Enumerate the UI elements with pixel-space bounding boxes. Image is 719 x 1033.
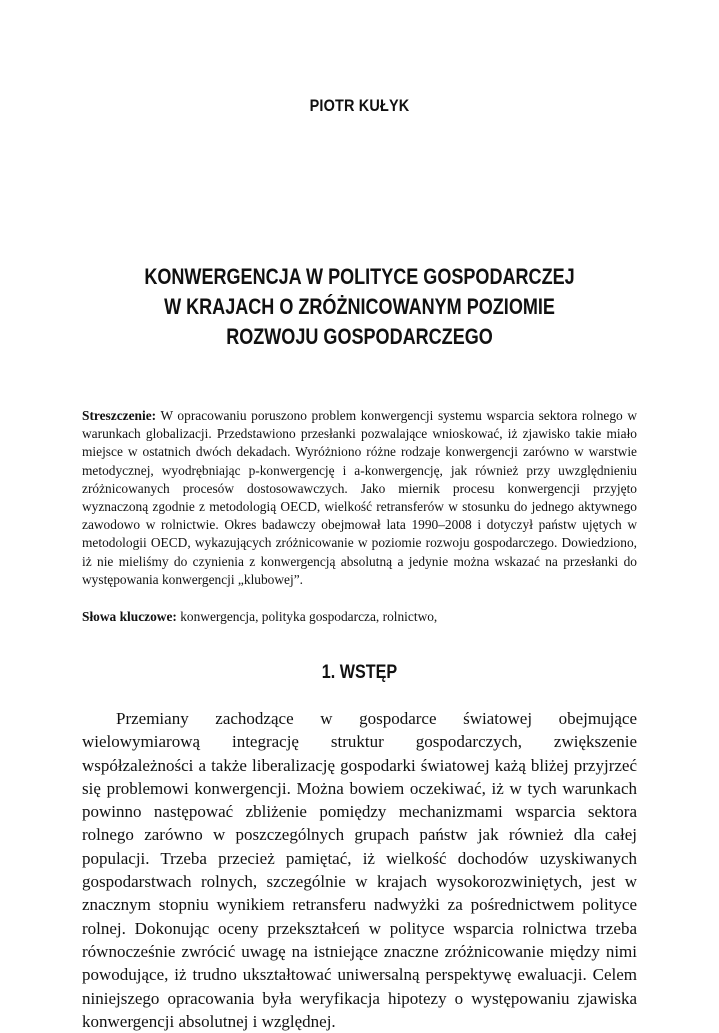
title-line-3: ROZWOJU GOSPODARCZEGO bbox=[226, 324, 493, 349]
body-paragraph: Przemiany zachodzące w gospodarce światowej obejmujące wielowymiarową integrację struktur gospodarczych, zwiększenie współzależności a także liberalizację gospodarki światowej każą bliżej przyjrzeć się problemowi konwergencji. Można bowiem oczekiwać, iż w tych warunkach powinno następować zbliżenie pomiędzy mechanizmami wsparcia sektora rolnego zarówno w poszczególnych grupach państw jak również dla całej populacji. Trzeba przecież pamiętać, iż wielkość dochodów uzyskiwanych gospodarstwach rolnych, szczególnie w krajach wysokorozwiniętych, jest w znacznym stopniu wynikiem retransferu nadwyżki za pośrednictwem polityce rolnej. Dokonując oceny przekształceń w polityce wsparcia rolnictwa trzeba równocześnie zwrócić uwagę na istniejące znaczne zróżnicowanie między nimi powodujące, iż trudno ukształtować uniwersalną perspektywę ewaluacji. Celem niniejszego opracowania była weryfikacja hipotezy o występowaniu zjawiska konwergencji absolutnej i względnej. bbox=[82, 709, 637, 1031]
keywords-label: Słowa kluczowe: bbox=[82, 609, 177, 624]
title-line-1: KONWERGENCJA W POLITYCE GOSPODARCZEJ bbox=[144, 264, 575, 289]
keywords bbox=[82, 608, 637, 626]
paper-title bbox=[114, 262, 605, 352]
author-name: PIOTR KUŁYK bbox=[309, 96, 410, 115]
keywords-text: konwergencja, polityka gospodarcza, rolnictwo, bbox=[176, 609, 438, 624]
body-text bbox=[82, 707, 637, 1033]
abstract-label: Streszczenie: bbox=[82, 408, 157, 423]
abstract-text: W opracowaniu poruszono problem konwergencji systemu wsparcia sektora rolnego w warunkach globalizacji. Przedstawiono przesłanki pozwalające wnioskować, iż zjawisko takie miało miejsce w ostatnich dwóch dekadach. Wyróżniono różne rodzaje konwergencji zarówno w warstwie metodycznej, wyodrębniając p-konwergencję i a-konwergencję, jak również przy uwzględnieniu zróżnicowanych procesów dostosowawczych. Jako miernik procesu konwergencji przyjęto wyznaczoną zgodnie z metodologią OECD, wielkość retransferów w stosunku do jednego aktywnego zawodowo w rolnictwie. Okres badawczy obejmował lata 1990–2008 i dotyczył państw ujętych w metodologii OECD, wykazujących zróżnicowanie w poziomie rozwoju gospodarczego. Dowiedziono, iż nie mieliśmy do czynienia z konwergencją absolutną a jedynie można wskazać na przesłanki do występowania konwergencji „klubowej”. bbox=[82, 408, 637, 587]
section-heading: 1. WSTĘP bbox=[321, 662, 398, 683]
title-line-2: W KRAJACH O ZRÓŻNICOWANYM POZIOMIE bbox=[164, 294, 555, 319]
abstract bbox=[82, 407, 637, 589]
